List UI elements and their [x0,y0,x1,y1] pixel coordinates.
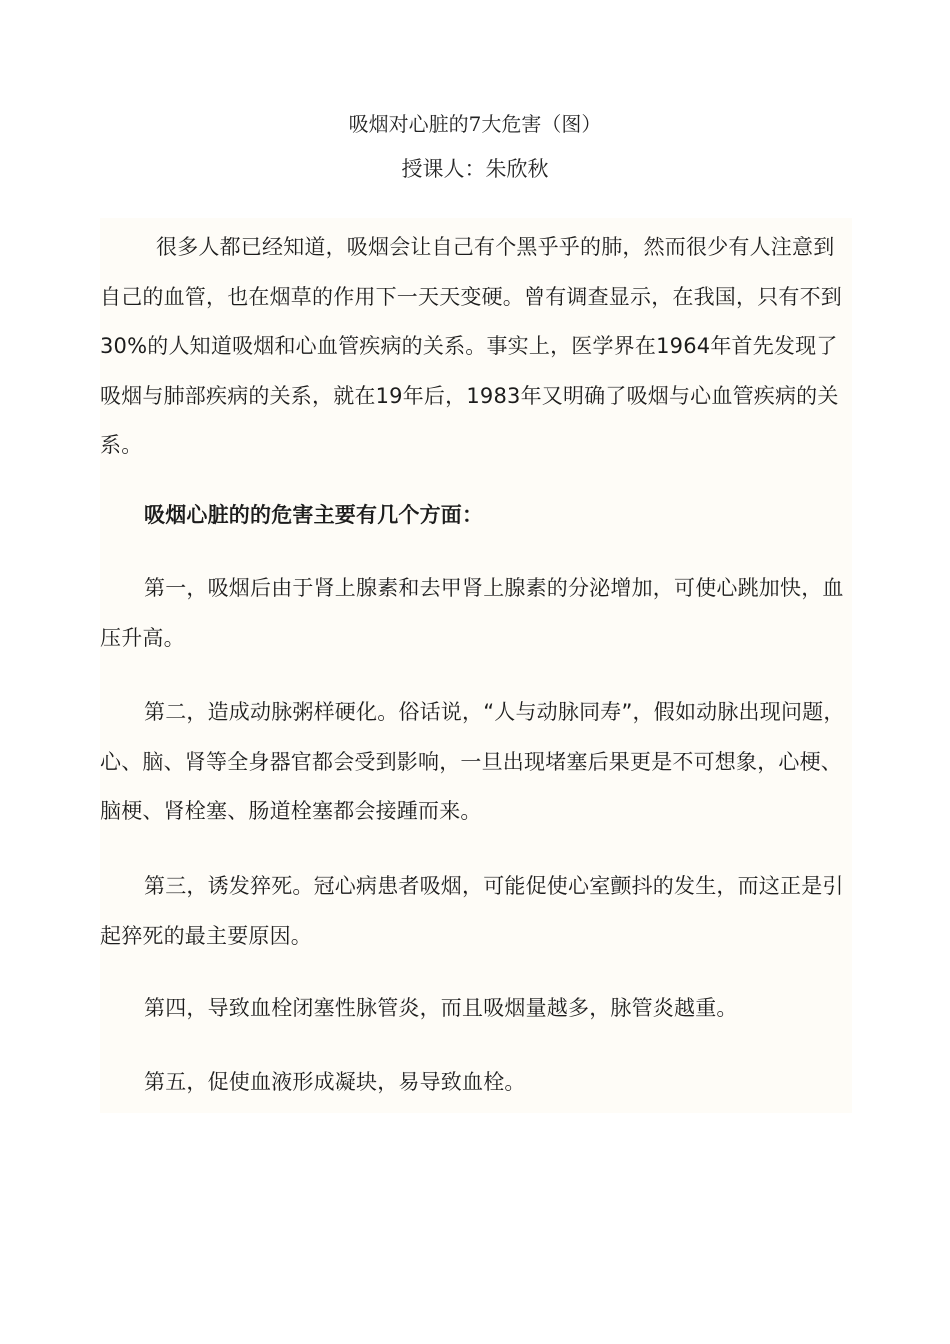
point-2-paragraph: 第二，造成动脉粥样硬化。俗话说，“人与动脉同寿”，假如动脉出现问题，心、脑、肾等全身器官都会受到影响，一旦出现堵塞后果更是不可想象，心梗、脑梗、肾栓塞、肠道栓塞都会接踵而来。 [100,700,845,823]
point-1-paragraph: 第一，吸烟后由于肾上腺素和去甲肾上腺素的分泌增加，可使心跳加快，血压升高。 [100,576,844,650]
intro-paragraph: 很多人都已经知道，吸烟会让自己有个黑乎乎的肺，然而很少有人注意到自己的血管，也在烟草的作用下一天天变硬。曾有调查显示，在我国，只有不到30%的人知道吸烟和心血管疾病的关系。事实上，医学界在1964年首先发现了吸烟与肺部疾病的关系，就在19年后，1983年又明确了吸烟与心血管疾病的关系。 [100,235,842,457]
article-body [100,218,852,1113]
section-heading: 吸烟心脏的的危害主要有几个方面： [144,503,484,527]
point-5-paragraph: 第五，促使血液形成凝块，易导致血栓。 [144,1070,526,1094]
document-title: 吸烟对心脏的7大危害（图） [348,112,602,136]
lecturer-line: 授课人：朱欣秋 [401,157,549,181]
point-3-paragraph: 第三，诱发猝死。冠心病患者吸烟，可能促使心室颤抖的发生，而这正是引起猝死的最主要原因。 [100,874,844,948]
point-4-paragraph: 第四，导致血栓闭塞性脉管炎，而且吸烟量越多，脉管炎越重。 [144,996,738,1020]
